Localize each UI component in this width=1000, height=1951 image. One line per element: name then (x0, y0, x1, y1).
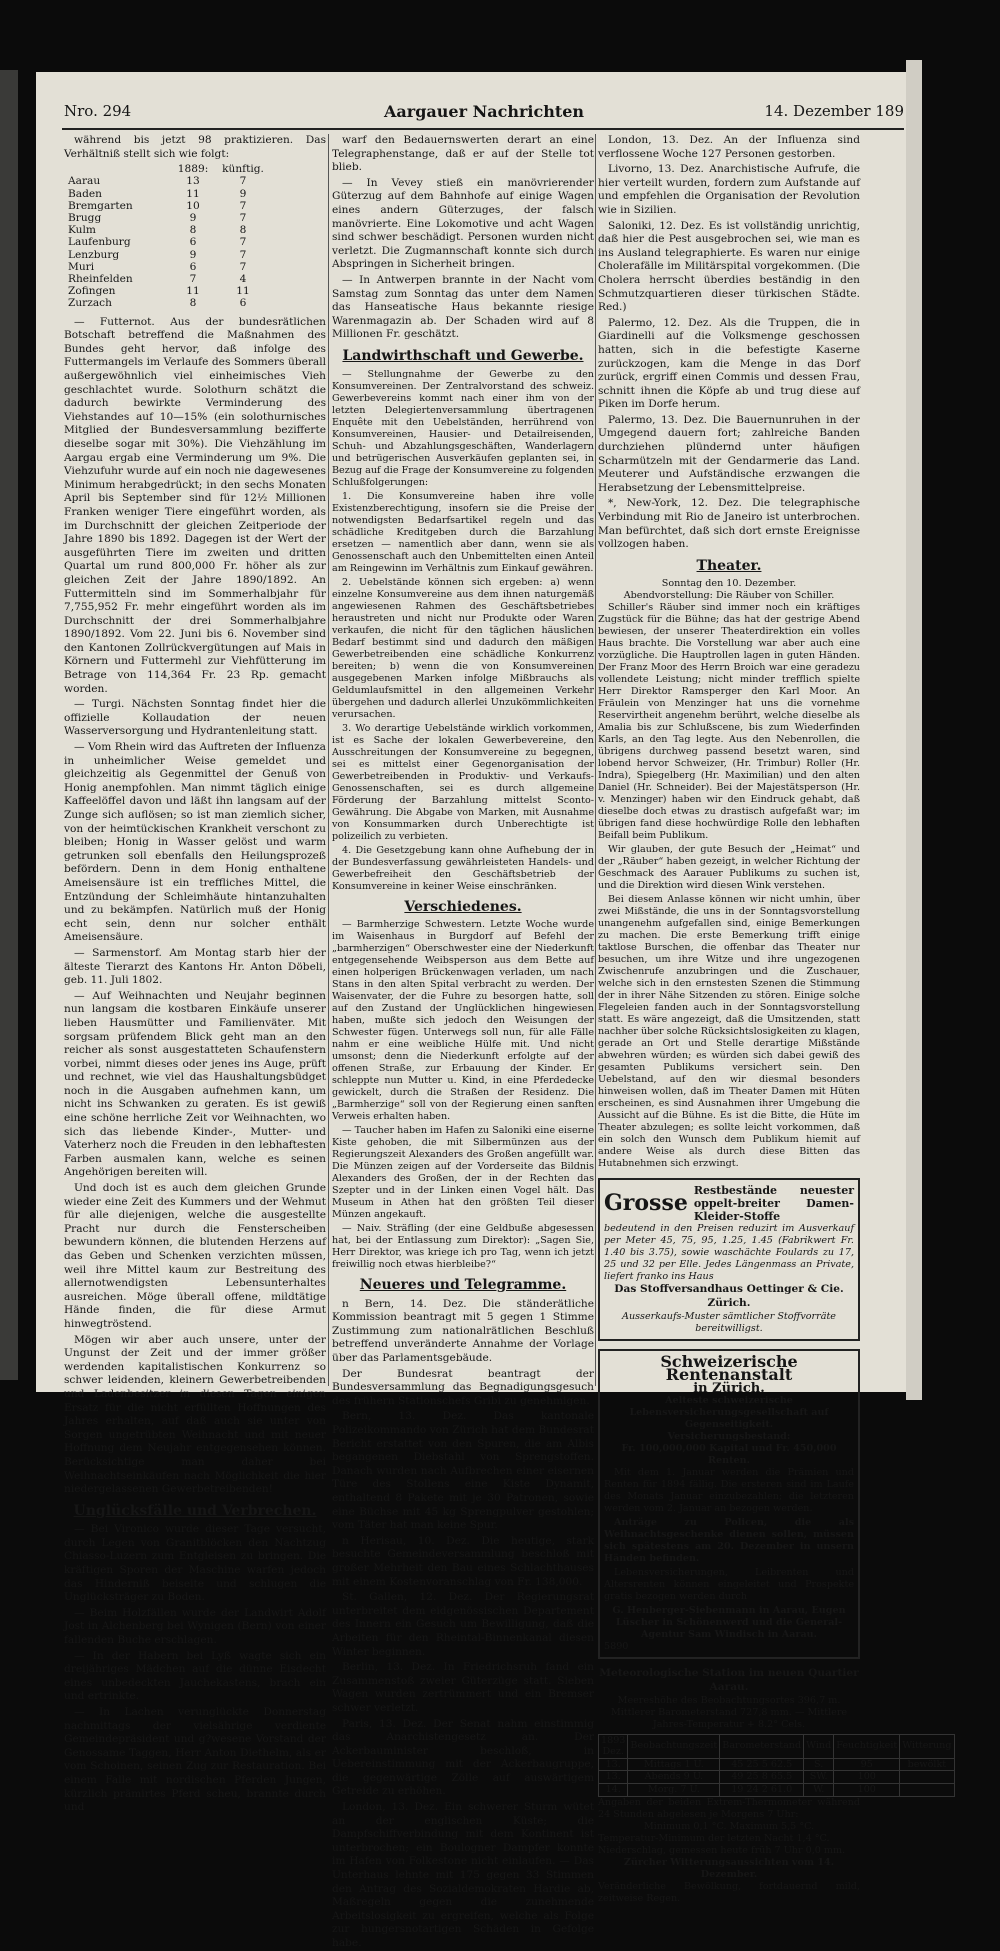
article-text: — Vom Rhein wird das Auftreten der Influenza in unheimlicher Weise gemeldet und gleichzeitig als Gegenmittel der Genuß von Honig anempfohlen. Man nimmt täglich einige Kaffeelöffel davon und läßt ihn langsam auf der Zunge sich auflösen; so ist man ziemlich sicher, von der heimtückischen Krankheit verschont zu bleiben; Honig in Wasser gelöst und warm getrunken soll ebenfalls den Heilungsprozeß befördern. Denn in dem Honig enthaltene Ameisensäure ist ein treffliches Mittel, die Entzündung der Schleimhäute hintanzuhalten und zu bekämpfen. Natürlich muß der Honig echt sein, denn nur solcher enthält Ameisensäure. (64, 741, 326, 944)
table-cell: Kulm (68, 224, 96, 237)
article-text: — Turgi. Nächsten Sonntag findet hier die offizielle Kollaudation der neuen Wasserversorgung und Hydrantenleitung statt. (64, 698, 326, 738)
section-heading: Landwirthschaft und Gewerbe. (342, 347, 584, 364)
article-text: 3. Wo derartige Uebelstände wirklich vorkommen, ist es Sache der lokalen Gewerbevereine, den Ausschreitungen der Konsumvereine zu begegnen, sei es mittelst einer Gegenorganisation der Gewerbetreibenden in Produktiv- und Verkaufs-Genossenschaften, sei es durch allgemeine Förderung der Barzahlung mittelst Sconto-Gewährung. Die Abgabe von Marken, mit Ausnahme von Konsummarken durch Unberechtigte ist polizeilich zu verbieten. (332, 722, 594, 842)
table-cell: Aarau (68, 175, 101, 188)
ad-firm: Das Stoffversandhaus Oettinger & Cie. Zürich. (614, 1283, 844, 1309)
weather-table (598, 1734, 955, 1797)
table-row (68, 200, 268, 212)
ad-text: bedeutend in den Preisen reduzirt im Ausverkauf per Meter 45, 75, 95, 1.25, 1.45 (Fabrikwert Fr. 1.40 bis 3.75), sowie waschächte Foulards zu 17, 25 und 32 per Elle. Jedes Längenmass an Private, liefert franko ins Haus (604, 1223, 854, 1283)
weather-note: Veränderliche Bewölkung, fortdauernd mild, zeitweise Regen. (598, 1880, 860, 1904)
table-header: 1889: (177, 163, 209, 176)
article-text: warf den Bedauernswerten derart an eine Telegraphenstange, daß er auf der Stelle tot blieb. (332, 134, 594, 174)
article-text: Paris, 13. Dez. Der Senat nahm einstimmig das Anarchistengesetz an. Der Ackerbauminister beschloß, in Uebereinstimmung mit der Ackerbaugruppe, die gegenwärtige Zölle auf auswärtigem Getreide zu erhöhen. (332, 1717, 594, 1798)
table-cell: Morg. 7 U. (628, 1783, 720, 1796)
table-cell: 7 (239, 175, 247, 188)
table-row (599, 1771, 955, 1784)
article-text: St. Gallen, 12. Dez. Der Regierungsrat unterbreitet dem eidgenössischen Departement des Innern ein Gesuch um Bewilligung, daß die Arbeiten für den Rheintal-Binnenkanal diesen Winter beginnen. (332, 1591, 594, 1658)
table-cell: Rheinfelden (68, 273, 133, 286)
table-cell: Mittags 1 U. (628, 1758, 720, 1771)
article-text: — In Lachen verunglückte Donnerstag nachmittags der vielsährige verdiente Gemeindepräsident und g?wesene Vorstand der Genossame Taggen, Herr Anton Diethelm, als er vom Schoinen, seinen Zug zur Restauration. Bei einem Falle mit nordischen Pferden Jungen, kürzlich prämirtes Pferd scheu, brannte durch und (64, 1706, 326, 1814)
article-text: Bern, 13. Dez. Das kantonale Polizeikommando von Zürich hat dem Bundesrat Bericht erstattet von den Spuren, die am Albis begangenen Diebstahl von Sprengstoffen. Danach wurden nach Aufbrechen einer eisernen Türe des Stollens eine Kiste Dynamit, enthaltend 8 Pakete mit je 30 Patronen, sowie eine Büchse mit 45 kg Sprengpulver gestohlen; vom Täter hat man keine Spur. (332, 1410, 594, 1532)
table-cell: 7 (239, 199, 247, 212)
table-header-row (599, 1734, 955, 1758)
table-row (599, 1758, 955, 1771)
article-text: — In der Habern bei Lyß wagte sich ein dreijähriges Mädchen auf die dünne Eisdecht eines unbedeckten Jauchekastens, brach ein und ertrinkte. (64, 1649, 326, 1703)
article-text: *, New-York, 12. Dez. Die telegraphische Verbindung mit Rio de Janeiro ist unterbrochen. Man befürchtet, daß sich dort ernste Ereignisse vollzogen haben. (598, 497, 860, 551)
table-header: Wind (804, 1734, 834, 1758)
section-heading: Verschiedenes. (404, 898, 522, 915)
table-cell (900, 1771, 954, 1784)
advertisement-rentenanstalt (598, 1349, 860, 1660)
table-cell: 11 (186, 285, 200, 298)
page-stack-edge (906, 60, 922, 1400)
ad-amount: Fr. 100,000,000 Kapital und Fr. 450,000 Renten. (621, 1443, 837, 1467)
ad-title: Restbestände neuester oppelt-breiter Damen-Kleider-Stoffe (693, 1184, 854, 1224)
table-cell: 9 (189, 248, 197, 261)
table-header: Barometerstand (720, 1734, 804, 1758)
ad-subtitle: Aelteste schweizerische Lebensversicherungsgesellschaft auf Gegenseitigkeit. (629, 1395, 829, 1431)
table-row (68, 224, 268, 236)
table-header: Witterung (900, 1734, 954, 1758)
table-header (68, 163, 168, 175)
table-cell: 7 (239, 260, 247, 273)
table-cell: bewölkt (900, 1758, 954, 1771)
ad-city: in Zürich. (693, 1380, 765, 1396)
table-cell: Zurzach (68, 297, 112, 310)
ad-headline: Grosse (604, 1190, 688, 1217)
ad-agents: G. Henberger-Siebenmann in Aarau, Eugen Lüscher in Schönenwerd und die General-Agentur Sam Windisch in Aarau. (612, 1605, 846, 1641)
table-row (68, 188, 268, 200)
article-text: Palermo, 12. Dez. Als die Truppen, die in Giardinelli auf die Volksmenge geschossen hatten, sich in die befestigte Kaserne zurückzogen, kam die Menge in das Dorf zurück, ergriff einen Commis und dessen Frau, schnitt ihnen die Köpfe ab und trug diese auf Piken im Dorfe herum. (598, 316, 860, 411)
article-text: — Futternot. Aus der bundesrätlichen Botschaft betreffend die Maßnahmen des Bundes geht hervor, daß infolge des Futtermangels im Verlaufe des Sommers überall außergewöhnlich viel einheimisches Vieh geschlachtet wurde. Solothurn schätzt die dadurch bewirkte Verminderung des Viehstandes auf 10—15% (ein solothurnisches Mitglied der Bundesversammlung bezifferte dieselbe sogar mit 30%). Die Viehzählung im Aargau ergab eine Verminderung um 9%. Die Viehzufuhr wurde auf ein noch nie dagewesenes Minimum herabgedrückt; in den sechs Monaten April bis September sind für 12½ Millionen Franken weniger Tiere eingeführt worden, als im Durchschnitt der gleichen Zeitperiode der Jahre 1890 bis 1892. Dagegen ist der Wert der ausgeführten Tiere im zweiten und dritten Quartal um rund 800,000 Fr. höher als zur gleichen Zeit der Jahre 1890/1892. An Futtermitteln sind im Sommerhalbjahr für 7,755,952 Fr. mehr eingeführt worden als im Durchschnitt der drei Sommerhalbjahre 1890/1892. Vom 22. Juni bis 6. November sind den Kantonen Zollrückvergütungen auf Mais in Körnern und Futtermehl zur Viehfütterung im Betrage von 114,364 Fr. 23 Rp. gemacht worden. (64, 315, 326, 695)
weather-note: Angaben der beiden Extrem-Thermometer während 24 Stunden abgelesen je Morgens 7 Uhr: (598, 1796, 860, 1820)
theater-subtitle: Abendvorstellung: Die Räuber von Schiller. (623, 590, 835, 602)
ad-text: Lebensversicherungen, Leibrenten und Altersrenten können eingeleitet und Prospekte gratis bezogen werden durch (604, 1567, 854, 1603)
table-cell (900, 1783, 954, 1796)
table-cell: 8 (189, 297, 197, 310)
article-text: Palermo, 13. Dez. Die Bauernunruhen in der Umgegend dauern fort; zahlreiche Banden durchziehen plündernd unter häufigen Scharmützeln mit der Gendarmerie das Land. Meuterer und Aufständische erzwangen die Herabsetzung der Lebensmittelpreise. (598, 413, 860, 494)
table-cell: W. (804, 1783, 834, 1796)
section-heading: Unglücksfälle und Verbrechen. (73, 1502, 317, 1519)
article-text: Bei diesem Anlasse können wir nicht umhin, über zwei Mißstände, die uns in der Sonntagsvorstellung unangenehm aufgefallen sind, einige Bemerkungen zu machen. Die erste Bemerkung trifft einige taktlose Burschen, die offenbar das Theater nur besuchen, um ihre Witze und ihre ungezogenen Zwischenrufe anzubringen und die Zuschauer, welche sich in den ernstesten Szenen die Stimmung der in ihrer Nähe Sitzenden zu stören. Einige solche Flegeleien fanden auch in der Sonntagsvorstellung statt. Es wäre angezeigt, daß die Umsitzenden, statt nachher über solche Rücksichtslosigkeiten zu klagen, gerade an Ort und Stelle derartige Mißstände abwehren würden; es würden sich dabei gewiß des gesamten Publikums versichert sein. Den Uebelstand, auf den wir diesmal besonders hinweisen wollen, daß im Theater Damen mit Hüten erscheinen, es sind Ausnahmen ihrer Umgebung die Aussicht auf die Bühne. Es ist die Bitte, die Hüte im Theater abzulegen; es sollte leicht vorkommen, daß ein solch den Wunsch dem Publikum hiemit auf andere Weise als durch diese Bitten das Hutabnehmen sich erzwingt. (598, 894, 860, 1170)
ad-text: Mit dem 1. Januar werden die Prämien und Renten für 1894 fällig. Die ersteren sind im Laufe des Monats Januar einzubezahlen; die letzteren werden vom 2. Januar an bezogen werden. (604, 1467, 854, 1515)
table-row (68, 285, 268, 297)
theater-date: Sonntag den 10. Dezember. (661, 578, 797, 590)
table-cell: 11 (186, 187, 200, 200)
table-cell: 100 (834, 1783, 900, 1796)
article-text: Schiller's Räuber sind immer noch ein kräftiges Zugstück für die Bühne; das hat der gestrige Abend bewiesen, der unserer Theaterdirektion ein volles Haus brachte. Die Vorstellung war aber auch eine vorzügliche. Die Hauptrollen lagen in guten Händen. Der Franz Moor des Herrn Broich war eine geradezu vollendete Leistung; nicht minder trefflich spielte Herr Direktor Ramsperger den Karl Moor. An Fräulein von Menzinger hat uns die vornehme Reservirtheit angenehm berührt, welche dieselbe als Amalia bis zur Schlußscene, bis zum Wiederfinden Karls, an den Tag legte. Aus den Nebenrollen, die übrigens durchweg passend besetzt waren, sind lobend hervor Schweizer, (Hr. Trimbur) Roller (Hr. Indra), Spiegelberg (Hr. Maximilian) und den alten Daniel (Hr. Schneider). Bei der Majestätsperson (Hr. v. Menzinger) haben wir den Eindruck gehabt, daß dieselbe doch etwas zu drastisch aufgefaßt war; im übrigen fand diese hochwürdige Rolle den lebhaften Beifall beim Publikum. (598, 602, 860, 842)
table-cell: 13. (599, 1771, 628, 1784)
table-cell: 19 24 2 61.0 (720, 1783, 804, 1796)
newspaper-title: Aargauer Nachrichten (384, 102, 585, 121)
table-row (68, 273, 268, 285)
table-cell: Zofingen (68, 285, 116, 298)
page-header (64, 102, 904, 124)
table-cell: 6 (189, 260, 197, 273)
table-cell: 6 (239, 297, 247, 310)
table-row (68, 249, 268, 261)
article-text: Der Bundesrat beantragt der Bundesversammlung das Begnadigungsgesuch des frühern Stationschefs Gribi zu genehmigen. (332, 1367, 594, 1407)
article-text: — Taucher haben im Hafen zu Saloniki eine eiserne Kiste gehoben, die mit Silbermünzen aus der Regierungszeit Alexanders des Großen angefüllt war. Die Münzen zeigen auf der Vorderseite das Bildnis Alexanders des Großen, der in der Rechten das Szepter und in der Linken einen Vogel hält. Das Museum in Athen hat den größten Teil dieser Münzen angekauft. (332, 1125, 594, 1221)
table-cell: Laufenburg (68, 236, 131, 249)
article-text: 1. Die Konsumvereine haben ihre volle Existenzberechtigung, insofern sie die Preise der notwendigsten Bedarfsartikel regeln und das schädliche Kreditgeben durch die Barzahlung ersetzen — namentlich aber dann, wenn sie als Genossenschaft auch den Unbemittelten einen Anteil am Reingewinn im Verhältnis zum Einkauf gewähren. (332, 490, 594, 574)
table-cell: 8 (189, 224, 197, 237)
article-text: — In Antwerpen brannte in der Nacht vom Samstag zum Sonntag das unter dem Namen das Hanseatische Haus bekannte riesige Warenmagazin ab. Der Schaden wird auf 8 Millionen Fr. geschätzt. (332, 273, 594, 341)
table-cell: 9 (189, 212, 197, 224)
article-text: während bis jetzt 98 praktizieren. Das Verhältniß stellt sich wie folgt: (64, 134, 326, 160)
weather-report (598, 1667, 952, 1904)
district-table (68, 163, 268, 309)
table-row (68, 261, 268, 273)
ad-title: Schweizerische Rentenanstalt (660, 1351, 798, 1385)
ad-footer: Ausserkaufs-Muster sämtlicher Stoffvorräte bereitwilligst. (622, 1310, 836, 1334)
table-row (68, 297, 268, 309)
table-row (68, 175, 268, 187)
article-text: — Stellungnahme der Gewerbe zu den Konsumvereinen. Der Zentralvorstand des schweiz. Gewerbevereins kommt nach einer ihm von der letzten Delegiertenversammlung übertragenen Enquête mit den Uebelständen, herrührend von Konsumvereinen, Hausier- und Detailreisenden, Schuh- und Abzahlungsgeschäften, Wanderlagern und betrügerischen Ausverkäufen geplanten sei, in Bezug auf die Frage der Konsumvereine zu folgenden Schlußfolgerungen: (332, 368, 594, 488)
table-header: 1893 Dez. (599, 1734, 628, 1758)
article-text: — Naiv. Sträfling (der eine Geldbuße abgesessen hat, bei der Entlassung zum Direktor): „Sagen Sie, Herr Direktor, was kriege ich pro Tag, wenn ich jetzt freiwillig noch etwas hierbleibe?“ (332, 1223, 594, 1271)
article-text: — In Vevey stieß ein manövrierender Güterzug auf dem Bahnhofe auf einige Wagen eines andern Güterzuges, der falsch manövrierte. Eine Lokomotive und acht Wagen sind schwer beschädigt. Personen wurden nicht verletzt. Die Zugmannschaft konnte sich durch Abspringen in Sicherheit bringen. (332, 176, 594, 271)
table-cell: Lenzburg (68, 248, 120, 261)
table-cell: 14. (599, 1783, 628, 1796)
article-text: — Barmherzige Schwestern. Letzte Woche wurde im Waisenhaus in Burgdorf auf Befehl der „barmherzigen“ Oberschwester eine der Niederkunft entgegensehende Weibsperson aus dem Bette auf einen holperigen Brückenwagen verladen, um nach Stans in den alten Spital verbracht zu werden. Der Waisenvater, der die Fuhre zu besorgen hatte, soll auf den Zustand der Unglücklichen hingewiesen haben, mußte sich jedoch den Weisungen der Schwester fügen. Unterwegs soll nun, für alle Fälle nahm er eine weibliche Hülfe mit. Und nicht umsonst; denn die Niederkunft erfolgte auf der offenen Straße, zur Erbauung der Kinder. Er schleppte nun Mutter u. Kind, in eine Pferdedecke gewickelt, durch die Straßen der Residenz. Die „Barmherzige“ soll von der Regierung einen sanften Verweis erhalten haben. (332, 919, 594, 1123)
column-divider (328, 134, 329, 1386)
article-text: n Bern, 14. Dez. Die ständerätliche Kommission beantragt mit 5 gegen 1 Stimme Zustimmung zum nationalrätlichen Beschluß betreffend unveränderte Annahme der Vorlage über das Parlamentsgebäude. (332, 1297, 594, 1365)
section-heading: Theater. (696, 557, 762, 574)
table-cell: 45 25 5 62.5 (720, 1758, 804, 1771)
article-text: n Herisau, 10. Dez. Die heutige, stark besuchte Gemeindeversammlung beschloß mit großer Mehrheit den Bau eines Schlachthauses mit einem Kostenvoranschlag von Fr. 138,000. (332, 1534, 594, 1588)
header-rule (62, 128, 904, 130)
table-header: Feuchtigkeit (834, 1734, 900, 1758)
issue-number: Nro. 294 (64, 102, 132, 120)
table-cell: 7 (239, 248, 247, 261)
adjacent-page-edge (0, 70, 18, 1380)
article-text: — Sarmenstorf. Am Montag starb hier der älteste Tierarzt des Kantons Hr. Anton Döbeli, geb. 11. Juli 1802. (64, 946, 326, 987)
weather-note: Minimum 0,1 °C. Maximum 5,5 °C. (643, 1820, 815, 1832)
table-cell: 100 (834, 1771, 900, 1784)
table-cell: 49 25 8 65.5 (720, 1771, 804, 1784)
table-cell: 8 (239, 224, 247, 237)
ad-number: 5890 (604, 1641, 629, 1653)
table-header: künftig. (222, 163, 264, 176)
article-text: London, 13. Dez. Ein schwerer Sturm wütet an der englischen Küste; die Dampfschiffverbindung mit dem Kontinent ist unterbrochen; ein Boulogner Dampfer konnte im Hafen von Folkestone nicht einlaufen. — Das Unterhaus lehnte mit 175 gegen 33 Stimmen den Antrag des Sozialdemokraten Hardie ab, Maßregeln gegen die zunehmende Arbeitslosigkeit zu ergreifen, welche als Folge zur hungersnotartigen Schäden in Gefolge habe. (332, 1801, 594, 1949)
article-text: 4. Die Gesetzgebung kann ohne Aufhebung der in der Bundesverfassung gewährleisteten Handels- und Gewerbefreiheit den Geschäftsbetrieb der Konsumvereine in keiner Weise einschränken. (332, 844, 594, 892)
ad-label: Versicherungsbestand: (667, 1431, 791, 1443)
section-heading: Neueres und Telegramme. (359, 1277, 567, 1294)
article-text: Livorno, 13. Dez. Anarchistische Aufrufe, die hier verteilt wurden, fordern zum Aufstande auf und empfehlen die Organisation der Revolution wie in Sizilien. (598, 163, 860, 216)
weather-note: Zürcher Witterungsaussichten vom 14. Dezember. (623, 1856, 835, 1880)
advertisement-fabrics (598, 1178, 860, 1340)
table-row (68, 236, 268, 248)
table-cell: Bremgarten (68, 199, 133, 212)
weather-note: Niederschlag, gemessen heute früh 7 Uhr 0,0 mm. (598, 1844, 846, 1856)
table-cell: Brugg (68, 212, 102, 224)
article-text: Saloniki, 12. Dez. Es ist vollständig unrichtig, daß hier die Pest ausgebrochen sei, wie man es ins Ausland telegraphierte. Es waren nur einige Cholerafälle im Militärspital vorgekommen. (Die Cholera herrscht überdies beständig in den Schmutzquartieren dieser türkischen Städte. Red.) (598, 219, 860, 314)
ad-notice: Anträge zu Policen, die als Weihnachtsgeschenke dienen sollen, müssen sich spätestens am 20. Dezember in unsern Händen befinden. (604, 1517, 854, 1565)
table-cell: 7 (239, 212, 247, 224)
table-cell: 11 (236, 285, 250, 298)
table-cell: Baden (68, 187, 102, 200)
table-cell: 6 (189, 236, 197, 249)
column-2 (332, 134, 594, 1949)
article-text: Berlin, 13. Dez. In Friedrichsruh fand ein Zusammenstoß zweier Güterzüge statt. Sieben Wagen wurden zertrümmert und ein Bremser schwer verletzt. (332, 1661, 594, 1714)
article-text: Mögen wir aber auch unsere, unter der Ungunst der Zeit und der immer größer werdenden kapitalistischen Konkurrenz so schwer leidenden, kleinern Gewerbetreibenden und Ladenbesitzer in diesen Tagen einigen Ersatz für die nicht erfüllten Hoffnungen des Jahres erhalten, auf daß auch sie unter von Sorgen ungetrübten Weihnacht und mit neuer Hoffnung dem Neujahr entgegensehen können. Berücksichtige man daher bei Weihnachtseinkäufen nach Möglichkeit die hier niedergelassenen Gewerbetreibenden! (64, 1333, 326, 1496)
article-text: London, 13. Dez. An der Influenza sind verflossene Woche 127 Personen gestorben. (598, 134, 860, 160)
table-header: Beobachtungszeit (628, 1734, 720, 1758)
article-text: — Beim Holzfällen wurde der Landwirt Adolf Jost in Alchenberg bei Wynigen (Bern) von einer fallenden Buche erschlagen. (64, 1606, 326, 1647)
column-3 (598, 134, 952, 1904)
table-cell: SW. (804, 1771, 834, 1784)
table-cell: 9 (239, 187, 247, 200)
table-cell: Muri (68, 260, 95, 273)
table-cell: 10 (186, 199, 200, 212)
weather-subtitle: Meereshöhe des Beobachtungsortes 396,7 m. Mittlerer Barometerstand 727,8 mm. — Mittlere Jahres-Temperatur + 8.2° Cels. (610, 1694, 848, 1730)
column-divider (595, 134, 596, 1386)
article-text: Wir glauben, der gute Besuch der „Heimat“ und der „Räuber“ haben gezeigt, in welcher Richtung der Geschmack des Aarauer Publikums zu suchen ist, und die Direktion wird diesen Wink verstehen. (598, 844, 860, 892)
issue-date: 14. Dezember 189 (764, 102, 904, 120)
article-text: — Auf Weihnachten und Neujahr beginnen nun langsam die kostbaren Einkäufe unserer lieben Hausmütter und Familienväter. Mit sorgsam prüfendem Blick geht man an den reicher als sonst ausgestatteten Schaufenstern vorbei, nimmt dieses oder jenes ins Auge, prüft und rechnet, wie viel das Haushaltungsbüdget noch in die Ausgaben aufnehmen kann, um nicht ins Schwanken zu geraten. Es ist gewiß eine schöne herrliche Zeit vor Weihnachten, wo sich das liebende Kinder-, Mutter- und Vaterherz noch die Freuden in den lebhaftesten Farben ausmalen kann, welche es seinen Angehörigen bereiten will. (64, 989, 326, 1179)
article-text: 2. Uebelstände können sich ergeben: a) wenn einzelne Konsumvereine aus dem ihnen naturgemäß angewiesenen Rahmen des Geschäftsbetriebes heraustreten und nicht nur Produkte oder Waren verkaufen, die nicht für den täglichen häuslichen Bedarf bestimmt sind und dadurch den mäßigen Gewerbetreibenden eine schädliche Konkurrenz bereiten; b) wenn die von Konsumvereinen ausgegebenen Marken infolge Mißbrauchs als Geldumlaufsmittel in den allgemeinen Verkehr übergehen und dadurch allerlei Unzukömmlichkeiten verursachen. (332, 576, 594, 720)
table-cell: 13. (599, 1758, 628, 1771)
table-row (599, 1783, 955, 1796)
table-row (68, 212, 268, 224)
table-cell: Abends 9 U. (628, 1771, 720, 1784)
column-1 (64, 134, 326, 1814)
table-cell: S. (804, 1758, 834, 1771)
table-cell: 7 (239, 236, 247, 249)
table-cell: 13 (186, 175, 200, 188)
weather-title: Meteorologische Station im neuen Quartier Aarau. (599, 1667, 859, 1693)
table-cell: 4 (239, 273, 247, 286)
table-cell: 95 (834, 1758, 900, 1771)
table-cell: 7 (189, 273, 197, 286)
table-header-row (68, 163, 268, 175)
article-text: — Bei Vironico wurde dieser Tage versucht, durch Legen von Granitblöcken den Nachtzug Chiasso-Luzern zum Entgleisen zu bringen. Die kräftigen Sporen der Maschine warfen jedoch das Hinderniß beiseite und schlugen die Unglücksträger zu Boden. (64, 1523, 326, 1604)
weather-note: Temperatur-Minimum der letzten Nacht 1,4 °C. (598, 1832, 830, 1844)
newspaper-page (36, 72, 952, 1949)
article-text: Und doch ist es auch dem gleichen Grunde wieder eine Zeit des Kummers und der Wehmut für alle diejenigen, welche die ausgestellte Pracht nur durch die Fensterscheiben bewundern können, die blutenden Herzens auf das Geben und Schenken verzichten müssen, weil ihre Mittel kaum zur Bestreitung des allernotwendigsten Lebensunterhaltes ausreichen. Möge überall offene, mildtätige Hände finden, die für diese Armut hinwegtröstend. (64, 1182, 326, 1330)
